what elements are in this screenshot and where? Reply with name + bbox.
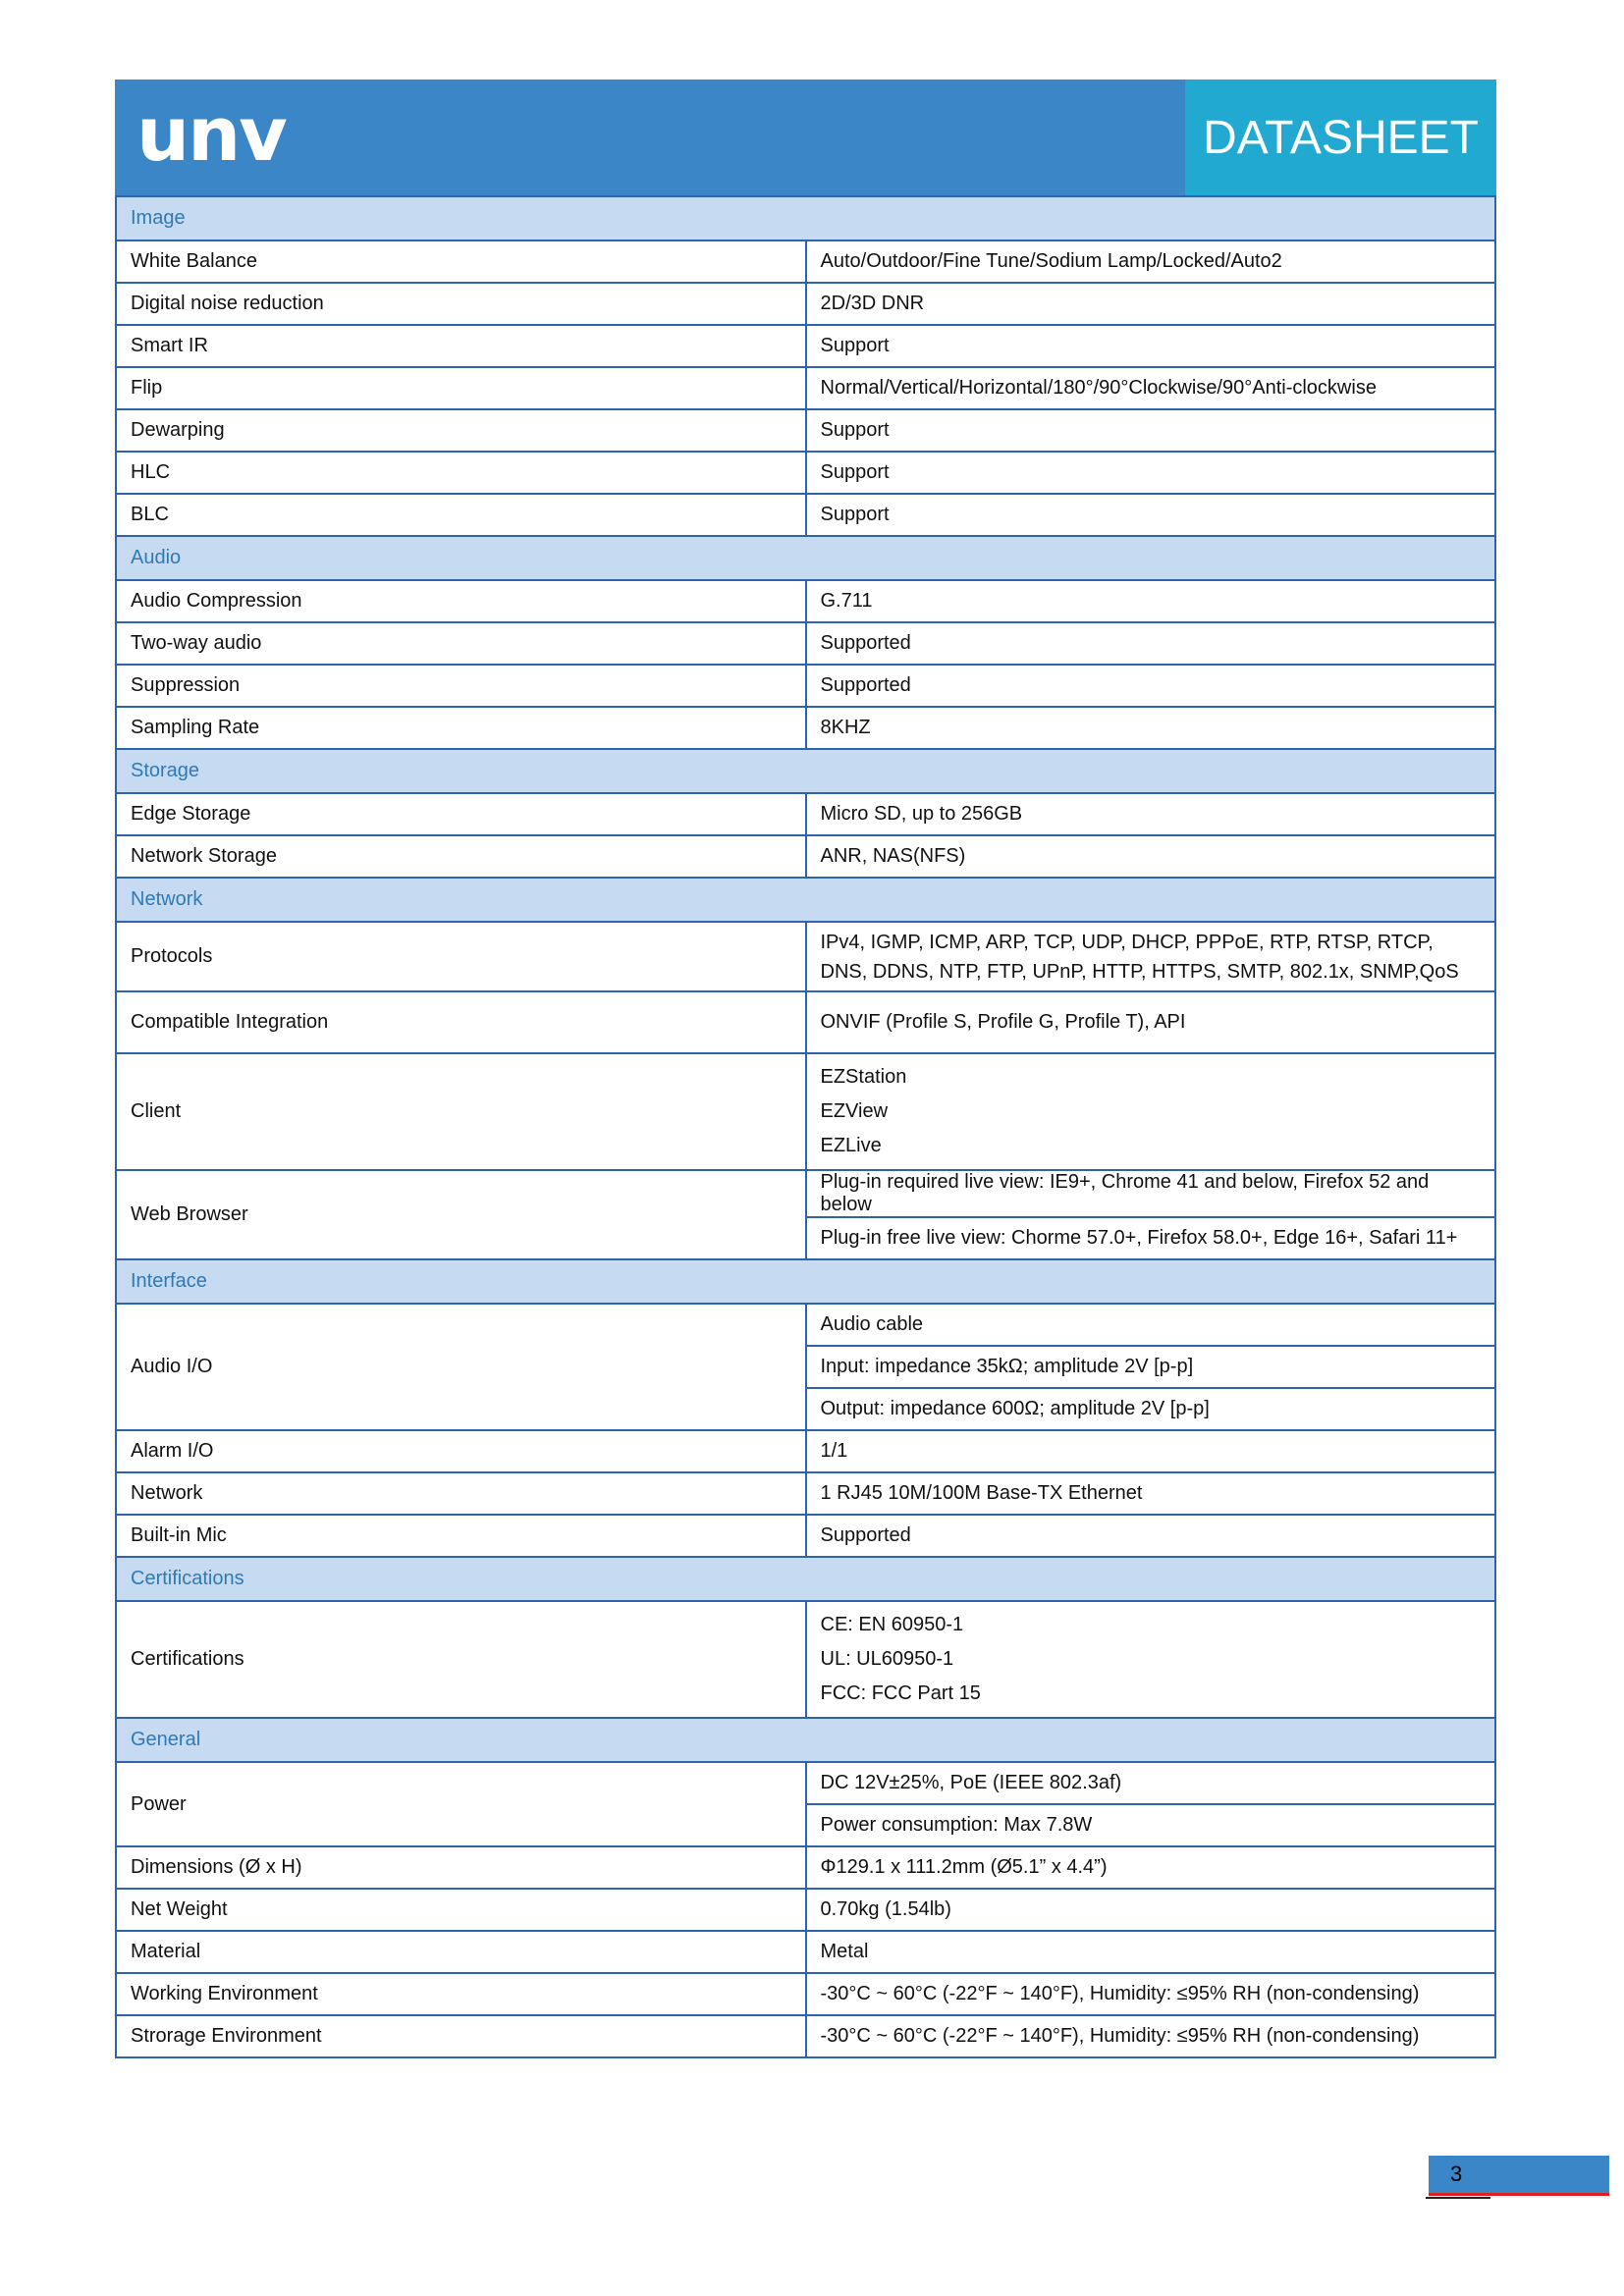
spec-value: Output: impedance 600Ω; amplitude 2V [p-p]: [806, 1388, 1496, 1430]
spec-value: 0.70kg (1.54lb): [806, 1889, 1496, 1931]
table-row: [116, 409, 1495, 452]
table-row: [116, 325, 1495, 367]
table-row: [116, 1601, 1495, 1718]
spec-label: White Balance: [116, 240, 806, 283]
table-row: [116, 1931, 1495, 1973]
spec-value-line: UL: UL60950-1: [820, 1648, 954, 1670]
section-header: [116, 1557, 1495, 1601]
spec-label: Smart IR: [116, 325, 806, 367]
unv-logo: unv: [136, 90, 286, 178]
spec-value: 1/1: [806, 1430, 1496, 1472]
spec-value: Auto/Outdoor/Fine Tune/Sodium Lamp/Locked/Auto2: [806, 240, 1496, 283]
spec-value: [806, 1601, 1496, 1718]
spec-value: Support: [806, 452, 1496, 494]
spec-label: Audio I/O: [116, 1304, 806, 1430]
spec-value: IPv4, IGMP, ICMP, ARP, TCP, UDP, DHCP, PPPoE, RTP, RTSP, RTCP, DNS, DDNS, NTP, FTP, UPnP, HTTP, HTTPS, SMTP, 802.1x, SNMP,QoS: [806, 922, 1496, 991]
section-title: Image: [116, 196, 1495, 240]
section-title: Storage: [116, 749, 1495, 793]
spec-value: Normal/Vertical/Horizontal/180°/90°Clockwise/90°Anti-clockwise: [806, 367, 1496, 409]
section-header: [116, 878, 1495, 922]
table-row: [116, 622, 1495, 665]
table-row: [116, 240, 1495, 283]
table-row: [116, 1053, 1495, 1170]
page-underline: [1429, 2193, 1609, 2196]
spec-value-line: FCC: FCC Part 15: [820, 1682, 981, 1704]
table-row: [116, 2015, 1495, 2057]
spec-value: -30°C ~ 60°C (-22°F ~ 140°F), Humidity: ≤95% RH (non-condensing): [806, 1973, 1496, 2015]
spec-label: Audio Compression: [116, 580, 806, 622]
section-header: [116, 536, 1495, 580]
section-header: [116, 1718, 1495, 1762]
spec-label: Sampling Rate: [116, 707, 806, 749]
spec-table: [115, 195, 1496, 2058]
table-row: [116, 1846, 1495, 1889]
spec-value: Micro SD, up to 256GB: [806, 793, 1496, 835]
table-row: [116, 367, 1495, 409]
section-header: [116, 1259, 1495, 1304]
spec-label: BLC: [116, 494, 806, 536]
section-header: [116, 196, 1495, 240]
table-row: [116, 1973, 1495, 2015]
spec-value-line: CE: EN 60950-1: [820, 1614, 964, 1635]
spec-value: ONVIF (Profile S, Profile G, Profile T), API: [806, 991, 1496, 1053]
table-row: [116, 283, 1495, 325]
header-bar: [115, 80, 1496, 195]
spec-value: Supported: [806, 665, 1496, 707]
spec-label: Suppression: [116, 665, 806, 707]
spec-label: Two-way audio: [116, 622, 806, 665]
spec-label: Dewarping: [116, 409, 806, 452]
page-number-box: [1429, 2156, 1609, 2193]
page-underline-dark: [1426, 2197, 1490, 2199]
spec-value: Support: [806, 409, 1496, 452]
spec-value: DC 12V±25%, PoE (IEEE 802.3af): [806, 1762, 1496, 1804]
table-row: [116, 835, 1495, 878]
spec-value: Φ129.1 x 111.2mm (Ø5.1” x 4.4”): [806, 1846, 1496, 1889]
table-row: [116, 1889, 1495, 1931]
spec-label: Client: [116, 1053, 806, 1170]
spec-label: HLC: [116, 452, 806, 494]
table-row: [116, 494, 1495, 536]
spec-value-line: EZStation: [820, 1066, 907, 1088]
spec-value: Support: [806, 494, 1496, 536]
datasheet-badge: DATASHEET: [1185, 80, 1496, 195]
spec-label: Power: [116, 1762, 806, 1846]
table-row: [116, 707, 1495, 749]
spec-value: -30°C ~ 60°C (-22°F ~ 140°F), Humidity: ≤95% RH (non-condensing): [806, 2015, 1496, 2057]
spec-label: Alarm I/O: [116, 1430, 806, 1472]
spec-value: 1 RJ45 10M/100M Base-TX Ethernet: [806, 1472, 1496, 1515]
spec-value: Plug-in required live view: IE9+, Chrome 41 and below, Firefox 52 and below: [806, 1170, 1496, 1217]
spec-value: G.711: [806, 580, 1496, 622]
spec-label: Protocols: [116, 922, 806, 991]
spec-label: Dimensions (Ø x H): [116, 1846, 806, 1889]
section-header: [116, 749, 1495, 793]
spec-value: Support: [806, 325, 1496, 367]
table-row: [116, 1170, 1495, 1217]
spec-label: Network Storage: [116, 835, 806, 878]
spec-value: Audio cable: [806, 1304, 1496, 1346]
spec-label: Net Weight: [116, 1889, 806, 1931]
spec-label: Flip: [116, 367, 806, 409]
table-row: [116, 1430, 1495, 1472]
spec-label: Built-in Mic: [116, 1515, 806, 1557]
page-number: 3: [1450, 2162, 1463, 2186]
spec-value: Metal: [806, 1931, 1496, 1973]
table-row: [116, 580, 1495, 622]
spec-value-line: EZLive: [820, 1135, 882, 1156]
spec-label: Compatible Integration: [116, 991, 806, 1053]
table-row: [116, 922, 1495, 991]
section-title: General: [116, 1718, 1495, 1762]
spec-value: Power consumption: Max 7.8W: [806, 1804, 1496, 1846]
spec-label: Web Browser: [116, 1170, 806, 1259]
spec-value: Input: impedance 35kΩ; amplitude 2V [p-p]: [806, 1346, 1496, 1388]
spec-value: 2D/3D DNR: [806, 283, 1496, 325]
spec-value: 8KHZ: [806, 707, 1496, 749]
spec-value-line: EZView: [820, 1100, 889, 1122]
table-row: [116, 1762, 1495, 1804]
section-title: Interface: [116, 1259, 1495, 1304]
spec-value: [806, 1053, 1496, 1170]
table-row: [116, 1515, 1495, 1557]
table-row: [116, 793, 1495, 835]
spec-value: Supported: [806, 1515, 1496, 1557]
spec-label: Certifications: [116, 1601, 806, 1718]
spec-label: Edge Storage: [116, 793, 806, 835]
spec-value: Supported: [806, 622, 1496, 665]
spec-value: ANR, NAS(NFS): [806, 835, 1496, 878]
table-row: [116, 452, 1495, 494]
spec-label: Working Environment: [116, 1973, 806, 2015]
table-row: [116, 1472, 1495, 1515]
spec-label: Strorage Environment: [116, 2015, 806, 2057]
spec-label: Network: [116, 1472, 806, 1515]
table-row: [116, 991, 1495, 1053]
spec-value: Plug-in free live view: Chorme 57.0+, Firefox 58.0+, Edge 16+, Safari 11+: [806, 1217, 1496, 1259]
table-row: [116, 1304, 1495, 1346]
spec-label: Digital noise reduction: [116, 283, 806, 325]
section-title: Audio: [116, 536, 1495, 580]
table-row: [116, 665, 1495, 707]
section-title: Certifications: [116, 1557, 1495, 1601]
section-title: Network: [116, 878, 1495, 922]
spec-label: Material: [116, 1931, 806, 1973]
